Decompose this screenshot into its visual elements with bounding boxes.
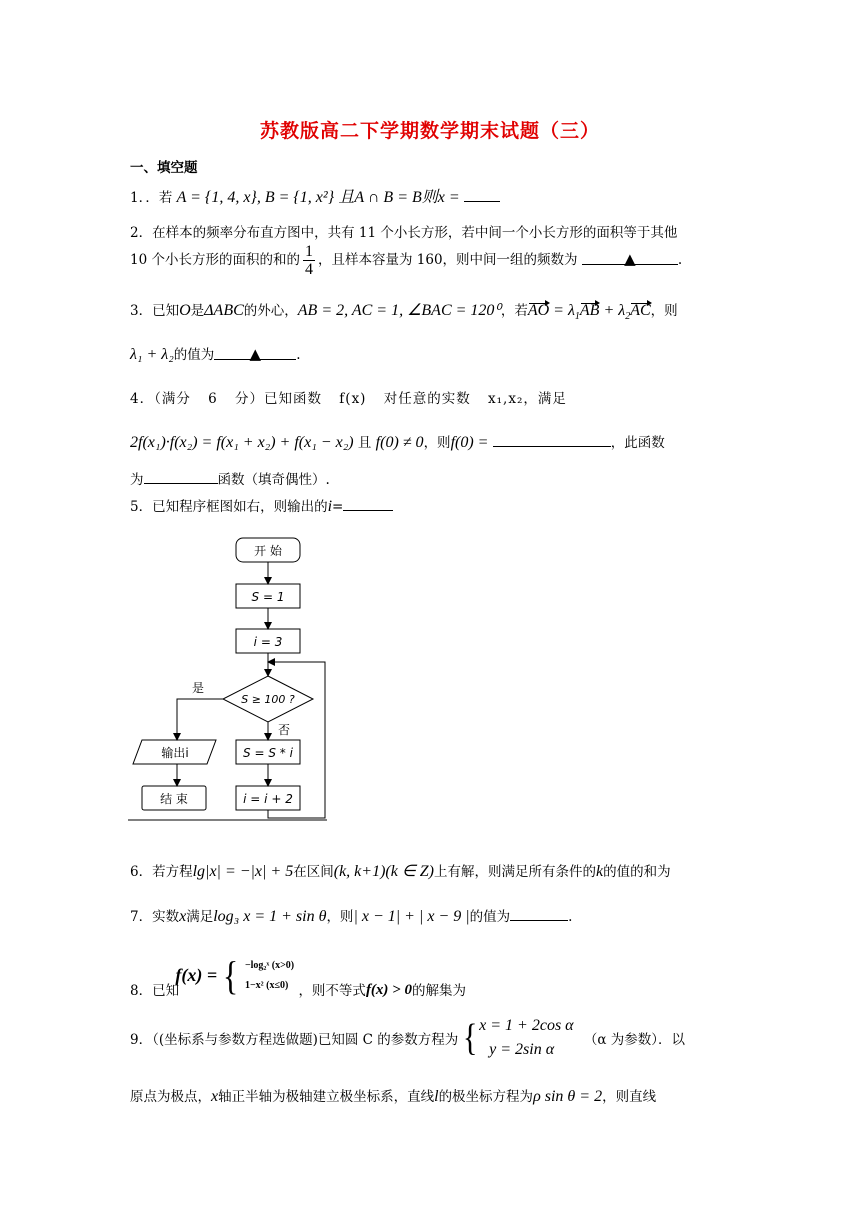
q2-text-b: ，且样本容量为 160，则中间一组的频数为 (317, 252, 578, 268)
question-4-line-1: 4．（满分 6 分）已知函数 f(x) 对任意的实数 x₁,x₂，满足 (130, 391, 567, 407)
question-9-line-1 (130, 1014, 685, 1062)
q9-equation-2: y = 2sin α (489, 1041, 555, 1058)
flow-end-label: 结 束 (160, 792, 188, 806)
q1-condition: 且A ∩ B = B则x = (338, 189, 460, 206)
page-title: 苏教版高二下学期数学期末试题（三） (259, 120, 600, 142)
flow-s1-label: S = 1 (251, 590, 285, 604)
answer-triangle-icon: ▲ (249, 345, 262, 363)
q9-text-a: 9．（(坐标系与参数方程选做题)已知圆 C 的参数方程为 (130, 1032, 459, 1048)
fraction-denominator: 4 (304, 261, 313, 278)
q8-inequality: f(x) > 0 (365, 982, 412, 998)
q1-answer-blank[interactable] (464, 187, 500, 202)
q4-answer-blank-2[interactable] (144, 469, 218, 484)
q5-eq: = (332, 499, 344, 515)
q6-text-a: 6．若方程 (130, 864, 193, 880)
q2-fraction (303, 243, 315, 278)
flow-start-label: 开 始 (254, 544, 282, 558)
question-2-line-2: 10 个小长方形的面积的和的 $\frac{1}{4}$ ，且样本容量为 160，则中间一组的频数为 ▲ . (130, 243, 683, 278)
q7-text-a: 7．实数 (130, 909, 180, 925)
q3-point-o: O (179, 302, 191, 319)
q8-piecewise (175, 952, 294, 999)
q7-expression: | x − 1| + | x − 9 | (353, 908, 470, 925)
q7-x: x (179, 908, 187, 925)
question-6 (130, 860, 671, 881)
q6-text-c: 上有解，则满足所有条件的 (433, 864, 596, 880)
q2-text-a: 10 个小长方形的面积的和的 (130, 252, 300, 268)
q8-text-b: ，则不等式 (298, 983, 366, 999)
q1-sets: A = {1, 4, x}, B = {1, x²} (176, 189, 335, 206)
q4-answer-blank-1[interactable] (493, 432, 611, 447)
q9-parametric-system (479, 1014, 573, 1062)
q4-text-e: 函数（填奇偶性）. (217, 472, 330, 488)
q3-text-f: 的值为 (173, 347, 215, 363)
q8-text-a: 8．已知 (130, 983, 180, 999)
fraction-numerator: 1 (304, 243, 313, 260)
q2-answer-blank[interactable] (582, 250, 678, 268)
q3-text-a: 3．已知 (130, 303, 180, 319)
q1-number: 1．．若 (130, 190, 173, 206)
flow-update-i-label: i = i + 2 (243, 792, 293, 806)
q3-condition: AB = 2, AC = 1, ∠BAC = 120⁰ (297, 302, 501, 319)
q5-var: i (327, 498, 333, 515)
question-3-line-1 (130, 299, 678, 322)
q3-lambda-sum: λ₁ + λ₂ (130, 346, 174, 363)
q8-cases (245, 956, 294, 996)
q9-text-c: 原点为极点， (130, 1089, 211, 1105)
q9-l: l (434, 1088, 439, 1105)
question-7: 7．实数x满足log₃ x = 1 + sin θ，则| x − 1| + | x − 9 |的值为 . (130, 908, 573, 925)
q3-triangle: ΔABC (204, 302, 244, 319)
q7-text-b: 满足 (186, 909, 214, 925)
answer-triangle-icon: ▲ (624, 250, 636, 268)
q6-k: k (595, 863, 604, 880)
q3-answer-blank[interactable] (214, 345, 296, 363)
q8-case-2: 1−x² (x≤0) (244, 979, 289, 991)
q9-text-b: （α 为参数）．以 (583, 1032, 686, 1048)
q5-answer-blank[interactable] (343, 496, 393, 511)
q4-text-b: ，则 (423, 435, 451, 451)
brace-icon: { (223, 953, 239, 998)
question-4-line-2 (130, 431, 665, 452)
q6-equation: lg|x| = −|x| + 5 (192, 863, 294, 880)
q9-text-f: ，则直线 (602, 1089, 657, 1105)
q8-fx: f(x) = (175, 965, 218, 985)
flow-i3-label: i = 3 (253, 635, 283, 649)
q4-text-c: ，此函数 (610, 435, 665, 451)
flow-update-s-label: S = S * i (243, 746, 293, 760)
flow-output-label: 输出i (161, 746, 189, 760)
q4-equation: 2f(x₁)·f(x₂) = f(x₁ + x₂) + f(x₁ − x₂) (130, 434, 354, 451)
q3-text-e: ，则 (650, 303, 678, 319)
q3-text-c: 的外心， (243, 303, 298, 319)
q5-text: 5．已知程序框图如右，则输出的 (130, 499, 328, 515)
q3-text-b: 是 (190, 303, 205, 319)
q9-text-e: 的极坐标方程为 (438, 1089, 534, 1105)
q6-text-b: 在区间 (293, 864, 334, 880)
question-8 (130, 945, 466, 999)
flowchart (120, 530, 340, 830)
q4-text-d: 为 (130, 472, 144, 488)
q6-interval: (k, k+1)(k ∈ Z) (333, 863, 434, 880)
q9-polar-equation: ρ sin θ = 2 (533, 1088, 603, 1105)
q7-text-d: 的值为 (469, 909, 511, 925)
question-5 (130, 495, 393, 516)
question-9-line-2 (130, 1085, 656, 1106)
q9-text-d: 轴正半轴为极轴建立极坐标系，直线 (218, 1089, 435, 1105)
q4-ask: f(0) = (450, 434, 489, 451)
question-4-line-3 (130, 468, 330, 488)
q3-text-d: ，若 (500, 303, 528, 319)
q8-case-1: −log₂ˣ (x>0) (244, 959, 295, 971)
question-3-line-2: λ₁ + λ₂的值为 ▲ . (130, 345, 301, 363)
q9-x: x (211, 1088, 219, 1105)
q4-condition: f(0) ≠ 0 (375, 434, 424, 451)
q3-vector-equation: AO = $\lambda_1AB + \lambda_2AC$ (527, 302, 651, 323)
q6-text-d: 的值的和为 (603, 864, 671, 880)
flow-yes-label: 是 (191, 681, 205, 695)
q7-answer-blank[interactable] (510, 906, 568, 921)
q7-text-c: ，则 (326, 909, 354, 925)
q7-equation: log₃ x = 1 + sin θ (213, 908, 327, 925)
q4-text-a: 且 (357, 435, 372, 451)
question-1 (130, 184, 500, 207)
flow-no-label: 否 (278, 723, 291, 737)
question-2-line-1: 2．在样本的频率分布直方图中，共有 11 个小长方形，若中间一个小长方形的面积等于其他 (130, 225, 678, 241)
q9-equation-1: x = 1 + 2cos α (479, 1017, 574, 1034)
flow-condition-label: S ≥ 100 ? (241, 693, 295, 706)
brace-icon: { (462, 1017, 478, 1059)
section-heading: 一、填空题 (130, 160, 198, 176)
q8-text-c: 的解集为 (411, 983, 466, 999)
